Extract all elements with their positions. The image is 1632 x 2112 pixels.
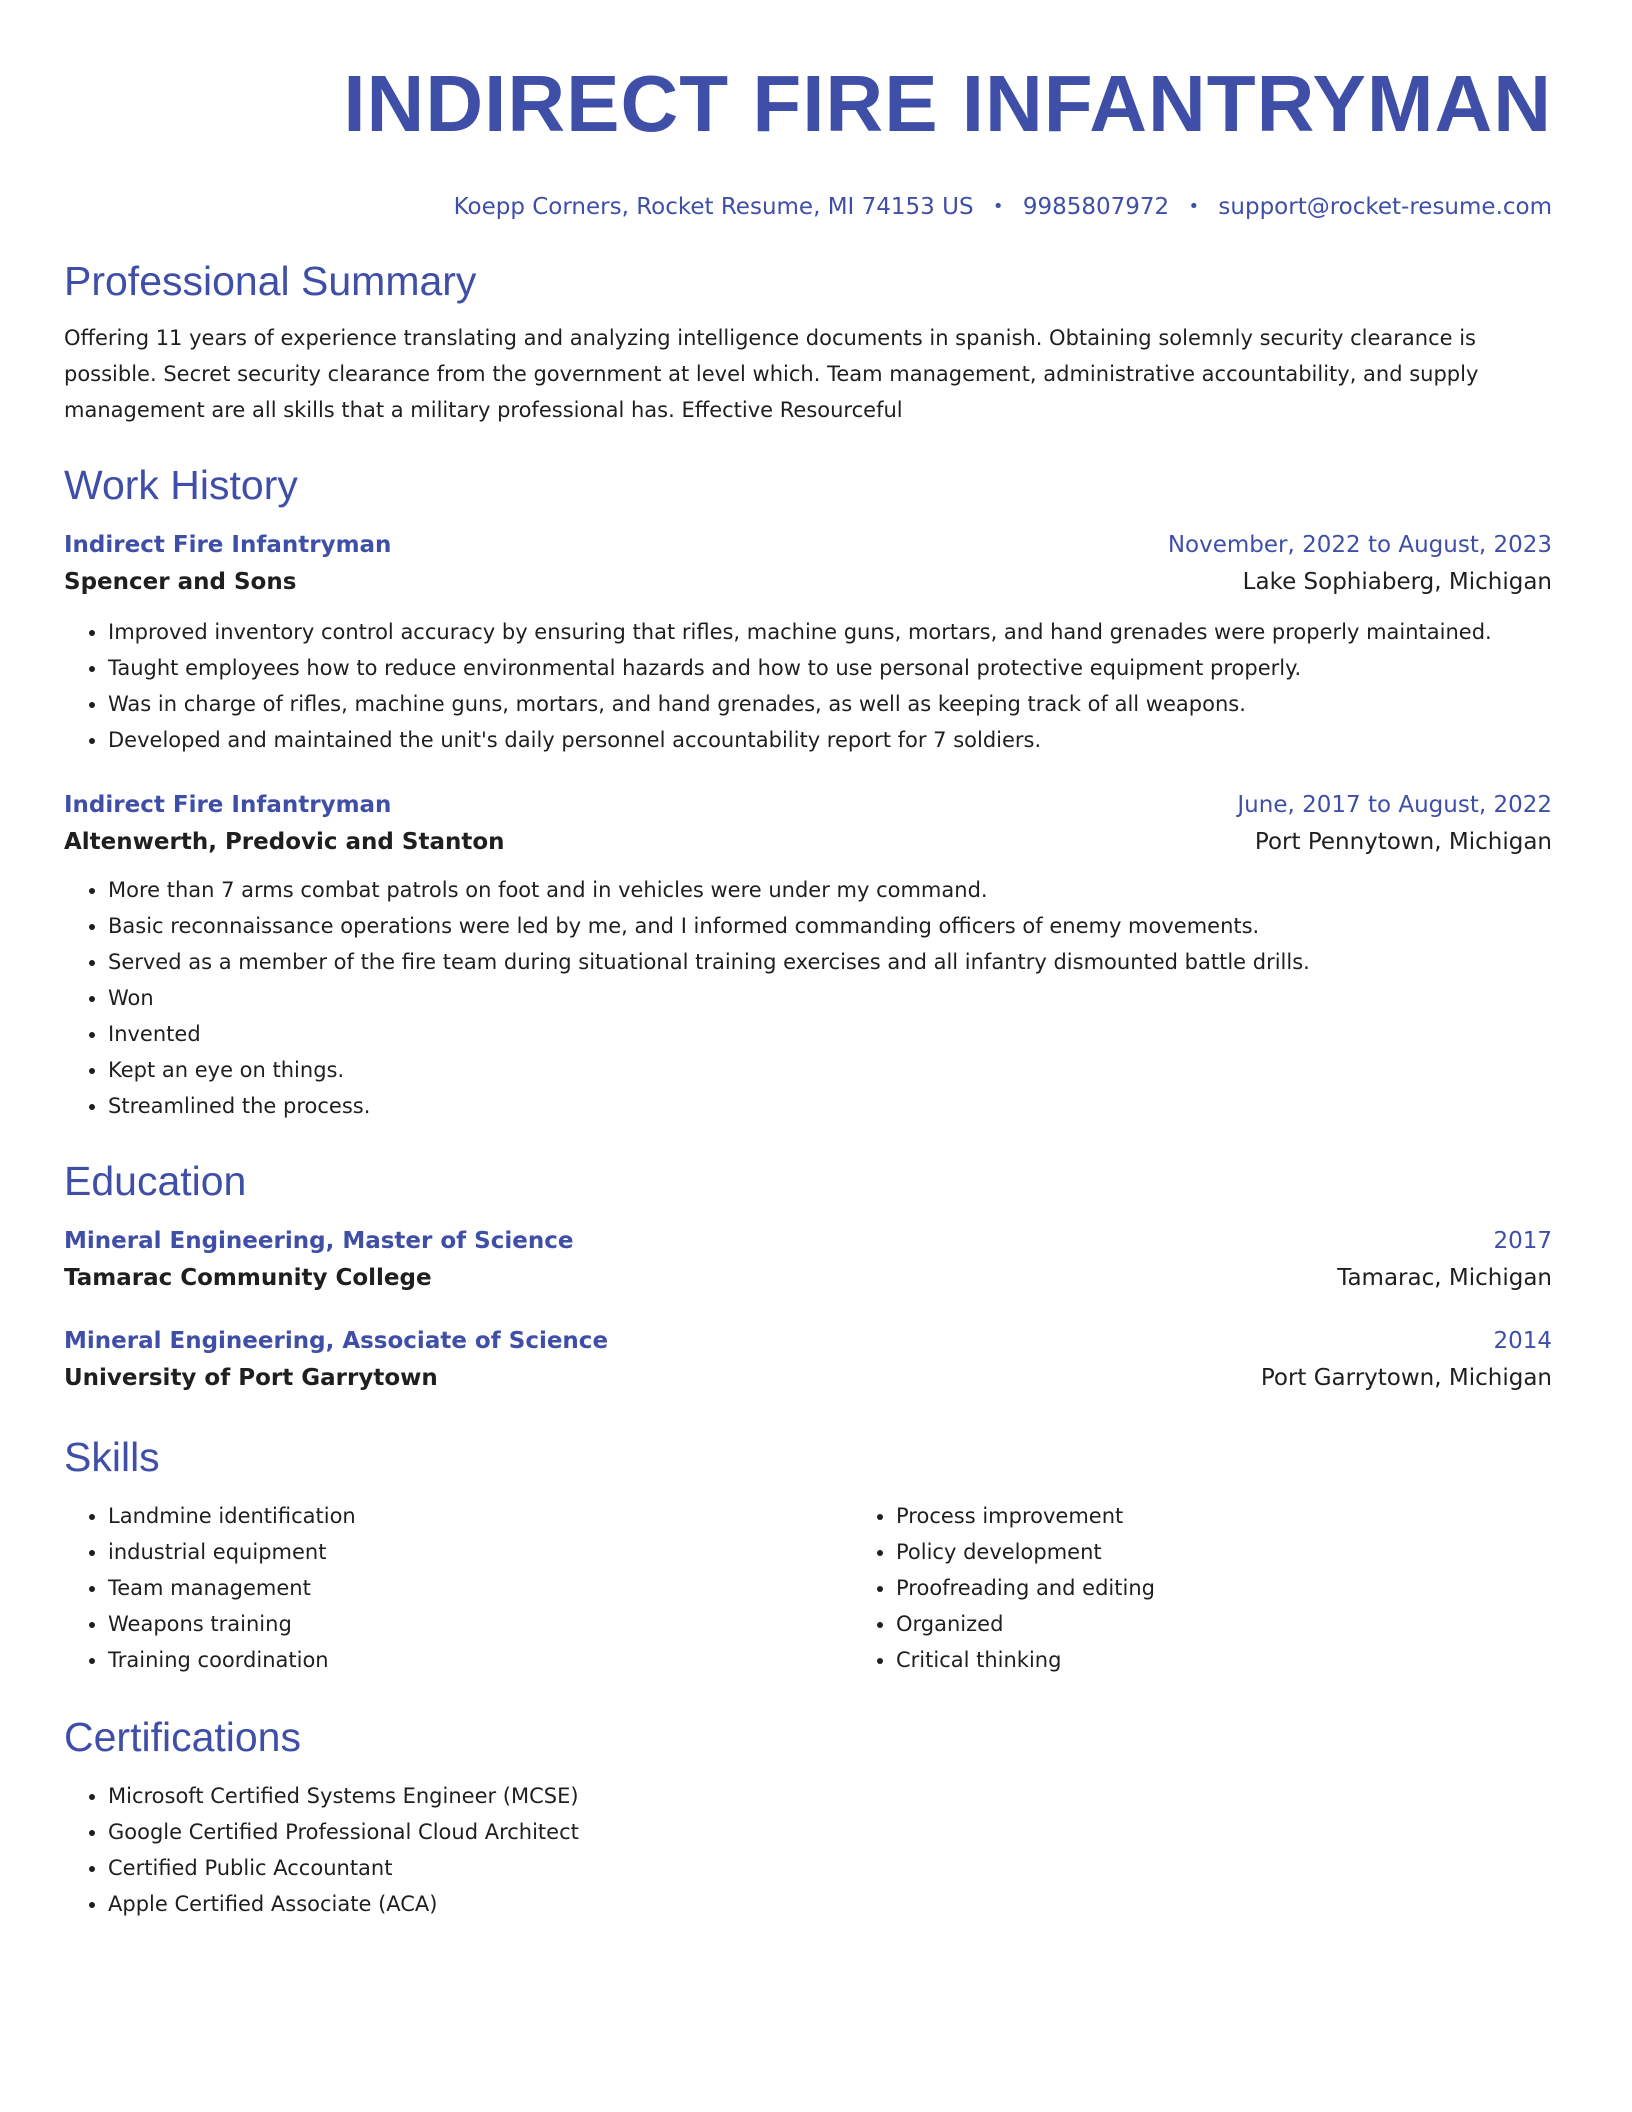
list-item: • Was in charge of rifles, machine guns, mortars, and hand grenades, as well as keeping track of all weapons. [108,686,1552,722]
certifications-list [64,1778,1552,1922]
degree-name: Mineral Engineering, Master of Science [64,1228,574,1254]
list-item: • Improved inventory control accuracy by ensuring that rifles, machine guns, mortars, and hand grenades were properly maintained. [108,614,1552,650]
certification-item: • Microsoft Certified Systems Engineer (MCSE) [108,1778,1552,1814]
contact-address: Koepp Corners, Rocket Resume, MI 74153 US [453,194,974,220]
education-entry [64,1224,1552,1298]
section-title: Education [64,1158,247,1204]
list-item: • Streamlined the process. [108,1088,1552,1124]
certification-item: • Certified Public Accountant [108,1850,1552,1886]
graduation-year: 2014 [1493,1328,1552,1354]
list-item: • Invented [108,1016,1552,1052]
list-item: • Won [108,980,1552,1016]
job-dates: November, 2022 to August, 2023 [1167,532,1552,558]
job-bullet-list [64,614,1552,758]
list-item: • Served as a member of the fire team during situational training exercises and all infantry dismounted battle drills. [108,944,1552,980]
job-title: Indirect Fire Infantryman [64,792,392,818]
section-title: Certifications [64,1714,301,1760]
school-name: University of Port Garrytown [64,1365,438,1391]
degree-name: Mineral Engineering, Associate of Science [64,1328,609,1354]
job-dates: June, 2017 to August, 2022 [1237,792,1552,818]
company-name: Spencer and Sons [64,569,297,595]
certification-item: • Apple Certified Associate (ACA) [108,1886,1552,1922]
summary-text: Offering 11 years of experience translating and analyzing intelligence documents in spanish. Obtaining solemnly security clearance is possible. Secret security clearance from the government at level which. Team management, administrative accountability, and supply management are all skills that a military professional has. Effective Resourceful [64,326,1479,422]
contact-separator: • [992,196,1004,217]
company-name: Altenwerth, Predovic and Stanton [64,829,505,855]
skill-item: • Proofreading and editing [896,1570,1632,1606]
list-item: • Taught employees how to reduce environmental hazards and how to use personal protective equipment properly. [108,650,1552,686]
job-entry [64,528,1552,758]
skill-item: • Organized [896,1606,1632,1642]
contact-email[interactable]: support@rocket-resume.com [1218,194,1552,220]
resume-header [64,56,1552,222]
list-item: • More than 7 arms combat patrols on foot and in vehicles were under my command. [108,872,1552,908]
section-title: Professional Summary [64,258,477,304]
work-history-section [64,460,1552,1124]
job-location: Port Pennytown, Michigan [1254,829,1552,855]
contact-separator: • [1188,196,1200,217]
section-title: Skills [64,1434,160,1480]
job-bullet-list [64,872,1552,1124]
graduation-year: 2017 [1493,1228,1552,1254]
professional-summary-section [64,256,1552,428]
school-location: Tamarac, Michigan [1337,1265,1552,1291]
job-entry [64,788,1552,1124]
skill-item: • Landmine identification [108,1498,852,1534]
skills-section [64,1432,1552,1678]
skill-item: • Policy development [896,1534,1632,1570]
skill-item: • Training coordination [108,1642,852,1678]
certifications-section [64,1712,1552,1922]
school-location: Port Garrytown, Michigan [1260,1365,1552,1391]
certification-item: • Google Certified Professional Cloud Architect [108,1814,1552,1850]
list-item: • Developed and maintained the unit's daily personnel accountability report for 7 soldiers. [108,722,1552,758]
list-item: • Kept an eye on things. [108,1052,1552,1088]
job-location: Lake Sophiaberg, Michigan [1242,569,1552,595]
contact-phone: 9985807972 [1022,194,1170,220]
skills-columns [64,1498,1552,1678]
list-item: • Basic reconnaissance operations were led by me, and I informed commanding officers of enemy movements. [108,908,1552,944]
skill-item: • industrial equipment [108,1534,852,1570]
education-section [64,1156,1552,1398]
school-name: Tamarac Community College [64,1265,432,1291]
skills-list-right [852,1498,1632,1678]
candidate-name: INDIRECT FIRE INFANTRYMAN [343,59,1552,148]
education-entry [64,1324,1552,1398]
job-title: Indirect Fire Infantryman [64,532,392,558]
skill-item: • Process improvement [896,1498,1632,1534]
section-title: Work History [64,462,298,508]
contact-line [64,192,1552,222]
skill-item: • Weapons training [108,1606,852,1642]
skills-list-left [64,1498,852,1678]
skill-item: • Critical thinking [896,1642,1632,1678]
skill-item: • Team management [108,1570,852,1606]
